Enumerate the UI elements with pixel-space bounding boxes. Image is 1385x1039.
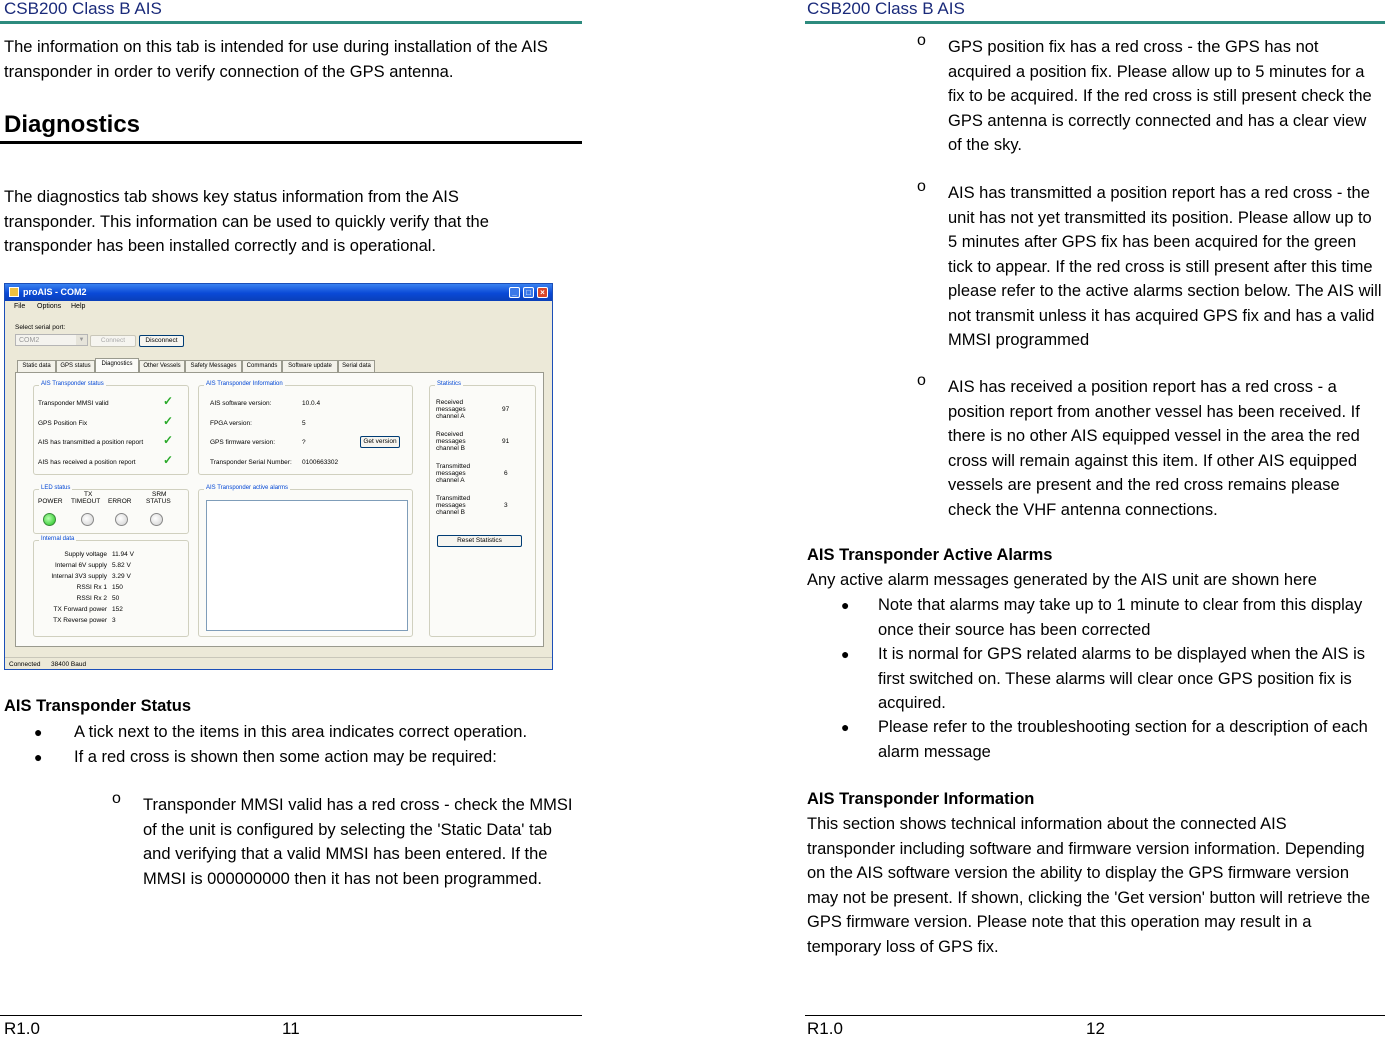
led-status-group-label: LED status <box>41 485 71 491</box>
circle-bullet-icon: o <box>917 32 926 49</box>
internal-label: TX Forward power <box>53 606 107 613</box>
sub-list-item <box>917 32 1383 160</box>
tick-icon: ✓ <box>163 433 174 447</box>
sub-list-item-text: AIS has transmitted a position report has a red cross - the unit has not yet transmitted its position. Please allow up to 5 minutes after GPS fix has been acquired for the green tick to appear. If the red cross is still present after this time please refer to the active alarms section below. The AIS will not transmit unless it has acquired GPS fix and has a valid MMSI programmed <box>948 184 1382 349</box>
led-status-group <box>33 485 189 534</box>
connection-status: Connected <box>9 661 41 668</box>
diagnostics-screenshot <box>4 283 553 670</box>
footer-revision: R1.0 <box>4 1019 40 1038</box>
alarms-list[interactable] <box>206 500 408 631</box>
alarms-heading: AIS Transponder Active Alarms <box>807 546 1053 564</box>
bullet-icon: ● <box>841 719 850 735</box>
status-item: AIS has transmitted a position report <box>38 439 144 446</box>
internal-value: 152 <box>112 606 123 613</box>
power-led-icon <box>43 513 56 526</box>
list-item-text: Note that alarms may take up to 1 minute to clear from this display once their source has been corrected <box>878 596 1363 639</box>
footer-page-number: 12 <box>1086 1019 1105 1038</box>
stat-label: channel A <box>436 413 465 420</box>
active-alarms-group <box>198 485 413 637</box>
stat-label: messages <box>436 438 466 445</box>
tick-icon: ✓ <box>163 394 174 408</box>
footer-page-number: 11 <box>282 1019 300 1038</box>
tab-static-data[interactable]: Static data <box>17 360 56 372</box>
stat-value: 91 <box>502 438 510 445</box>
chevron-down-icon[interactable]: ▼ <box>76 335 87 345</box>
disconnect-button[interactable]: Disconnect <box>139 335 184 347</box>
internal-value: 50 <box>112 595 120 602</box>
led-label: POWER <box>38 498 63 505</box>
info-value: 10.0.4 <box>302 400 321 407</box>
app-icon <box>9 287 19 297</box>
status-item: AIS has received a position report <box>38 459 136 466</box>
intro-paragraph: The information on this tab is intended for use during installation of the AIS transponder in order to verify connection of the GPS antenna. <box>4 38 548 81</box>
list-item <box>34 720 579 745</box>
error-led-icon <box>115 513 128 526</box>
internal-value: 150 <box>112 584 123 591</box>
footer-revision: R1.0 <box>807 1019 843 1038</box>
info-value: 5 <box>302 420 306 427</box>
srm-status-led-icon <box>150 513 163 526</box>
internal-value: 3.29 V <box>112 573 131 580</box>
diagnostics-tab-pane <box>15 372 544 647</box>
tab-gps-status[interactable]: GPS status <box>56 360 95 372</box>
left-page <box>0 0 582 1036</box>
led-label: TIMEOUT <box>71 498 101 505</box>
list-item-text: Please refer to the troubleshooting section for a description of each alarm message <box>878 718 1368 761</box>
serial-port-value: COM2 <box>19 337 40 344</box>
sub-list-item <box>917 372 1383 525</box>
list-item <box>841 593 1385 643</box>
sub-list-item <box>917 178 1383 356</box>
info-label: AIS software version: <box>210 400 272 407</box>
information-group-label: AIS Transponder Information <box>206 381 283 387</box>
internal-label: RSSI Rx 2 <box>76 595 107 602</box>
close-icon[interactable]: × <box>537 287 548 298</box>
tx-timeout-led-icon <box>81 513 94 526</box>
tab-other-vessels[interactable]: Other Vessels <box>139 360 185 372</box>
bullet-icon: ● <box>841 646 850 662</box>
circle-bullet-icon: o <box>917 372 926 389</box>
led-label: ERROR <box>108 498 132 505</box>
information-group <box>198 381 413 475</box>
list-item-text: If a red cross is shown then some action may be required: <box>74 748 497 766</box>
info-value: 0100663302 <box>302 459 339 466</box>
internal-label: Supply voltage <box>64 551 107 558</box>
information-heading: AIS Transponder Information <box>807 790 1035 808</box>
internal-value: 5.82 V <box>112 562 131 569</box>
page-header-title: CSB200 Class B AIS <box>807 0 965 18</box>
stat-value: 6 <box>504 470 508 477</box>
connect-button[interactable]: Connect <box>90 335 136 347</box>
stat-label: channel A <box>436 477 465 484</box>
alarms-intro: Any active alarm messages generated by the AIS unit are shown here <box>807 571 1317 589</box>
window-titlebar <box>5 284 552 301</box>
serial-port-select[interactable] <box>15 334 88 346</box>
stat-label: Transmitted <box>436 463 471 470</box>
page-header-title: CSB200 Class B AIS <box>4 0 162 18</box>
stat-label: channel B <box>436 445 465 452</box>
info-label: Transponder Serial Number: <box>210 459 292 466</box>
tab-diagnostics[interactable]: Diagnostics <box>95 358 139 373</box>
baud-rate: 38400 Baud <box>51 661 87 668</box>
sub-list-item-text: Transponder MMSI valid has a red cross - check the MMSI of the unit is configured by selecting the 'Static Data' tab and verifying that a valid MMSI has been entered. If the MMSI is 000000000 then it has not been programmed. <box>143 796 573 888</box>
section-heading: Diagnostics <box>4 111 141 138</box>
stat-label: messages <box>436 470 466 477</box>
menu-bar <box>5 301 552 313</box>
maximize-icon[interactable]: □ <box>523 287 534 298</box>
led-label: SRM <box>152 491 167 498</box>
stat-label: messages <box>436 502 466 509</box>
tick-icon: ✓ <box>163 453 174 467</box>
bullet-icon: ● <box>34 724 43 740</box>
tick-icon: ✓ <box>163 414 174 428</box>
sub-list-item-text: AIS has received a position report has a red cross - a position report from another vessel has been received. If there is no other AIS equipped vessel in the area the red cross will remain against this item. If other AIS equipped vessels are present and the red cross remains please check the VHF antenna connections. <box>948 378 1360 519</box>
led-label: TX <box>84 491 93 498</box>
internal-value: 11.94 V <box>112 551 134 558</box>
list-item <box>34 745 579 770</box>
stat-label: Transmitted <box>436 495 471 502</box>
minimize-icon[interactable]: _ <box>509 287 520 298</box>
internal-label: TX Reverse power <box>53 617 107 624</box>
tab-serial-data[interactable]: Serial data <box>338 360 375 372</box>
sub-list-item-text: GPS position fix has a red cross - the GPS has not acquired a position fix. Please allow up to 5 minutes for a fix to be acquired. If the red cross is still present check the GPS antenna is correctly connected and has a clear view of the sky. <box>948 38 1372 154</box>
stat-label: messages <box>436 406 466 413</box>
info-label: FPGA version: <box>210 420 252 427</box>
diagnostics-paragraph: The diagnostics tab shows key status information from the AIS transponder. This information can be used to quickly verify that the transponder has been installed correctly and is operational. <box>4 188 489 255</box>
internal-label: Internal 6V supply <box>54 562 107 569</box>
menu-file[interactable]: File <box>14 303 26 310</box>
status-bar <box>5 657 552 669</box>
bullet-icon: ● <box>34 749 43 765</box>
info-label: GPS firmware version: <box>210 439 276 446</box>
heading-rule <box>0 141 582 144</box>
status-group-label: AIS Transponder status <box>41 381 104 387</box>
statistics-group-label: Statistics <box>437 381 462 387</box>
list-item-text: A tick next to the items in this area indicates correct operation. <box>74 723 528 741</box>
sub-list-item <box>112 790 579 918</box>
statistics-group <box>429 381 536 637</box>
list-item <box>841 642 1385 717</box>
stat-value: 3 <box>504 502 508 509</box>
right-page <box>805 0 1385 1036</box>
internal-label: RSSI Rx 1 <box>76 584 107 591</box>
led-label: STATUS <box>146 498 171 505</box>
internal-value: 3 <box>112 617 116 624</box>
information-paragraph: This section shows technical information about the connected AIS transponder including software and firmware version information. Depending on the AIS software version the ability to display the GPS firmware version may not be present. If shown, clicking the 'Get version' button will retrieve the GPS firmware version. Please note that this operation may result in a temporary loss of GPS fix. <box>807 815 1370 956</box>
list-item-text: It is normal for GPS related alarms to be displayed when the AIS is first switched on. These alarms will clear once GPS position fix is acquired. <box>878 645 1365 712</box>
window-title: proAIS - COM2 <box>23 287 87 297</box>
footer-rule <box>805 1015 1385 1016</box>
bullet-icon: ● <box>841 597 850 613</box>
info-value: ? <box>302 439 306 446</box>
status-item: GPS Position Fix <box>38 420 88 427</box>
stat-value: 97 <box>502 406 510 413</box>
footer-rule <box>0 1015 582 1016</box>
tab-commands[interactable]: Commands <box>242 360 282 372</box>
serial-port-label: Select serial port: <box>15 324 66 331</box>
tab-safety-messages[interactable]: Safety Messages <box>185 360 242 372</box>
menu-options[interactable]: Options <box>37 303 62 310</box>
header-rule <box>0 21 582 24</box>
header-rule <box>805 21 1385 24</box>
internal-data-group <box>33 536 189 637</box>
menu-help[interactable]: Help <box>71 303 86 310</box>
tab-software-update[interactable]: Software update <box>282 360 338 372</box>
stat-label: Received <box>436 431 464 438</box>
stat-label: Received <box>436 399 464 406</box>
circle-bullet-icon: o <box>917 178 926 195</box>
stat-label: channel B <box>436 509 465 516</box>
internal-label: Internal 3V3 supply <box>51 573 107 580</box>
status-item: Transponder MMSI valid <box>38 400 109 407</box>
status-group <box>33 381 189 475</box>
internal-data-group-label: Internal data <box>41 536 75 542</box>
reset-statistics-button[interactable]: Reset Statistics <box>437 535 522 547</box>
get-version-button[interactable]: Get version <box>360 436 400 448</box>
list-item <box>841 715 1385 765</box>
active-alarms-group-label: AIS Transponder active alarms <box>206 485 289 491</box>
circle-bullet-icon: o <box>112 790 121 807</box>
status-heading: AIS Transponder Status <box>4 697 192 715</box>
